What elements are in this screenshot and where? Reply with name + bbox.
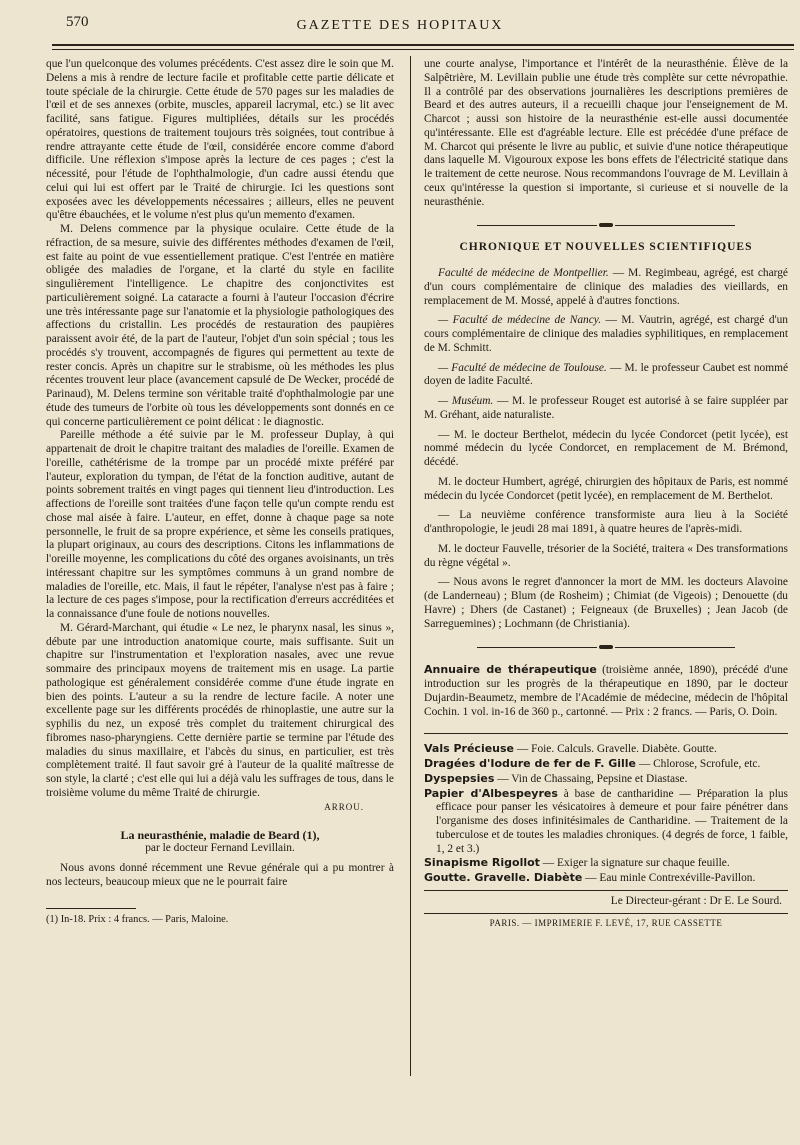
ornament-separator — [424, 645, 788, 649]
column-separator — [410, 56, 411, 1076]
header-rule-top — [52, 44, 794, 46]
review-paragraph: M. Gérard-Marchant, qui étudie « Le nez, le pharynx nasal, les sinus », débute par une introduction anatomique courte, mais suffisante. Suit un chapitre sur l'instrumentation et l'exploration nasales, avec une revue sommaire des principaux moyens de traitement mis en usage. La partie pathologique est généralement considérée comme d'une étude ingrate en bien des points. L'auteur a su la rendre de lecture facile. A noter une excellente page sur les différents procédés de rhinoplastie, une autre sur la syphilis du nez, un exposé très complet du traitement chirurgical des fibromes naso-pharyngiens. Cette dernière partie se termine par l'étude des maladies du sinus maxillaire, et l'abcès du sinus, en particulier, est très complètement traité. Il faut savoir gré à l'auteur de la qualité maîtresse de son style, la clarté ; c'est elle qui lui a déjà valu les suffrages de tous, dans le troisième volume du même Traité de chirurgie. — [46, 621, 394, 799]
article-title: La neurasthénie, maladie de Beard (1), — [120, 828, 320, 843]
ad-item: Goutte. Gravelle. Diabète — Eau minle Contrexéville-Pavillon. — [424, 871, 756, 884]
ads-rule — [424, 733, 788, 734]
review-paragraph: Pareille méthode a été suivie par le M. professeur Duplay, à qui appartenait de droit le chapitre traitant des maladies de l'oreille. Examen de l'oreille, cathétérisme de la trompe par un procédé mixte préféré par l'auteur, exploration du tympan, de l'état de la fonction auditive, autant de points sobrement traités en vingt pages qui tiennent lieu d'introduction. Les affections de l'oreille sont traitées d'une façon telle qu'un compte rendu est chose mal aisée à faire. L'auteur, en effet, donne à chaque page sa note personnelle, le fruit de sa propre expérience, et sème les conseils pratiques, la plupart originaux, au cours des descriptions. Citons les inflammations de l'oreille moyenne, les complications du côté des organes avoisinants, un très intéressant chapitre sur les symptômes communs à un grand nombre de maladies de l'oreille, etc. Mais, il faut le répéter, l'analyse n'est pas à faire ; la lecture de ces pages s'impose, pour la rectification d'erreurs accréditées et la connaissance d'une foule de notions nouvelles. — [46, 429, 394, 620]
news-item: — La neuvième conférence transformiste aura lieu à la Société d'anthropologie, le jeudi 28 mai 1891, à quatre heures de l'après-midi. — [424, 509, 788, 535]
article-paragraph: Nous avons donné récemment une Revue générale qui a pu montrer à nos lecteurs, beaucoup mieux que ne le pourrait faire — [46, 862, 394, 888]
ad-item: Dyspepsies — Vin de Chassaing, Pepsine et Diastase. — [424, 771, 688, 785]
printer-rule — [424, 913, 788, 914]
director-line: Le Directeur-gérant : Dr E. Le Sourd. — [610, 894, 782, 907]
left-column — [46, 58, 394, 926]
ad-item: Papier d'Albespeyres à base de cantharidine — Préparation la plus efficace pour panser les vésicatoires à demeure et pour faire pénétrer dans l'organisme des doses infinitésimales de Cantharidine. — Traitement de la tuberculose et de toutes les maladies chroniques. (4 degrés de force, 1 faible, 1, 2 et 3.) — [424, 786, 788, 855]
news-item: M. le docteur Fauvelle, trésorier de la Société, traitera « Des transformations du règne végétal ». — [424, 542, 788, 569]
review-paragraph: que l'un quelconque des volumes précédents. C'est assez dire le soin que M. Delens a mis à rendre de lecture facile et profitable cette partie délicate et toute spéciale de la chirurgie. Cette étude de 570 pages sur les maladies de l'œil et de ses annexes (orbite, muscles, appareil lacrymal, etc.) se lit avec facilité, sans fatigue. Figures multipliées, détails sur les procédés opératoires, questions de traitement toujours très soignées, tout contribue à rendre attrayante cette étude de l'œil, considérée encore comme d'abord difficile. Une réflexion s'impose après la lecture de ces pages ; c'est la nécessité, pour l'étude de l'ophthalmologie, d'un cadre aussi étendu que celui qui lui est offert par le Traité de chirurgie. Ici les questions sont exposées avec les développements nécessaires ; ailleurs, elles ne peuvent qu'être ébauchées, et le volume n'est plus qu'un memento d'examen. — [46, 58, 394, 222]
printer-line: PARIS. — IMPRIMERIE F. LEVÉ, 17, RUE CASSETTE — [489, 917, 723, 928]
right-column — [424, 58, 788, 930]
chronicle-title: CHRONIQUE ET NOUVELLES SCIENTIFIQUES — [459, 241, 753, 254]
news-item: — Faculté de médecine de Toulouse. — M. le professeur Caubet est nommé doyen de ladite Faculté. — [424, 361, 789, 388]
news-item: — Muséum. — M. le professeur Rouget est autorisé à se faire suppléer par M. Gréhant, aide naturaliste. — [424, 395, 788, 421]
ad-item: Dragées d'Iodure de fer de F. Gille — Chlorose, Scrofule, etc. — [424, 757, 761, 770]
news-list — [424, 267, 788, 631]
header-rule-bottom — [52, 49, 794, 50]
news-item: — Faculté de médecine de Nancy. — M. Vautrin, agrégé, est chargé d'un cours complémentaire de clinique des maladies syphilitiques, en remplacement de M. Schmitt. — [424, 314, 789, 354]
article-continuation: une courte analyse, l'importance et l'intérêt de la neurasthénie. Élève de la Salpêtrière, M. Levillain publie une étude très complète sur cette névropathie. Il a contrôlé par des observations journalières les descriptions premières de Beard et des autres auteurs, il a recueilli chaque jour l'enseignement de M. Charcot ; aussi son histoire de la neurasthénie est-elle aussi documentée qu'intéressante. Elle est d'agréable lecture. Elle est précédée d'une préface de M. Charcot qui présente le livre au public, et suivie d'une notice thérapeutique dans laquelle M. Vigouroux expose les bons effets de l'électricité statique dans le traitement de cette neurose. Nous recommandons l'ouvrage de M. Levillain à ceux qu'intéresse la question si importante, si curieuse et si nouvelle de la neurasthénie. — [424, 58, 788, 208]
page-number: 570 — [66, 14, 89, 30]
review-signature: ARROU. — [324, 801, 364, 812]
review-paragraph: M. Delens commence par la physique oculaire. Cette étude de la réfraction, de sa mesure, suivie des différentes méthodes d'examen de l'œil, est faite au point de vue essentiellement pratique. C'est l'entrée en matière obligée des maladies de l'organe, et la clarté du style en facilite singulièrement l'intelligence. Le chapitre des conjonctivites est particulièrement soigné. La cataracte a fourni à l'auteur l'occasion d'écrire une très intéressante page sur l'anatomie et la physiologie pathologiques des affections du cristallin. Les procédés de restauration des paupières paraissent avoir été, de la part de l'auteur, l'objet d'un soin spécial ; tous les procédés s'y trouvent, accompagnés de figures qui permettent au texte de rester concis. Après un chapitre sur le strabisme, où les méthodes les plus récentes trouvent leur place (avancement capsulé de De Wecker, procédé de Parinaud), M. Delens termine son véritable traité d'ophthalmologie par une étude des tumeurs de l'orbite où tous les développements sont donnés en ce qui concerne particulièrement ce point délicat : le diagnostic. — [46, 223, 394, 428]
ornament-separator — [424, 223, 788, 227]
news-item: — M. le docteur Berthelot, médecin du lycée Condorcet (petit lycée), est nommé médecin du lycée Condorcet, en remplacement de M. Brémond, décédé. — [424, 428, 788, 468]
news-item: — Nous avons le regret d'annoncer la mort de MM. les docteurs Alavoine (de Landerneau) ; Blum (de Rosheim) ; Chimiat (de Vigeois) ; Denouette (du Havre) ; Dhers (de Castanet) ; Feigneaux (de Bruxelles) ; Jean Jacob (de Sarreguemines) ; Lochmann (de Christiania). — [424, 576, 788, 630]
news-item: M. le docteur Humbert, agrégé, chirurgien des hôpitaux de Paris, est nommé médecin du lycée Condorcet (petit lycée), en remplacement de M. Berthelot. — [424, 475, 788, 502]
director-rule — [424, 890, 788, 891]
ad-item: Sinapisme Rigollot — Exiger la signature sur chaque feuille. — [424, 856, 730, 870]
footnote: (1) In-18. Prix : 4 francs. — Paris, Maloine. — [46, 913, 229, 925]
footnote-rule — [46, 908, 136, 909]
ads-list — [424, 742, 788, 886]
running-title: GAZETTE DES HOPITAUX — [296, 18, 504, 33]
article-byline: par le docteur Fernand Levillain. — [145, 842, 295, 855]
ad-item: Vals Précieuse — Foie. Calculs. Gravelle. Diabète. Goutte. — [424, 742, 717, 756]
news-item: Faculté de médecine de Montpellier. — M. Regimbeau, agrégé, est chargé d'un cours complémentaire de clinique des maladies des vieillards, en remplacement de M. Mossé, appelé à d'autres fonctions. — [424, 267, 788, 307]
annuaire-notice: Annuaire de thérapeutique (troisième année, 1890), précédé d'une introduction sur les progrès de la thérapeutique en 1890, par le docteur Dujardin-Beaumetz, membre de l'Académie de médecine, médecin de l'hôpital Cochin. 1 vol. in-16 de 360 p., cartonné. — Prix : 2 francs. — Paris, O. Doin. — [424, 663, 788, 718]
